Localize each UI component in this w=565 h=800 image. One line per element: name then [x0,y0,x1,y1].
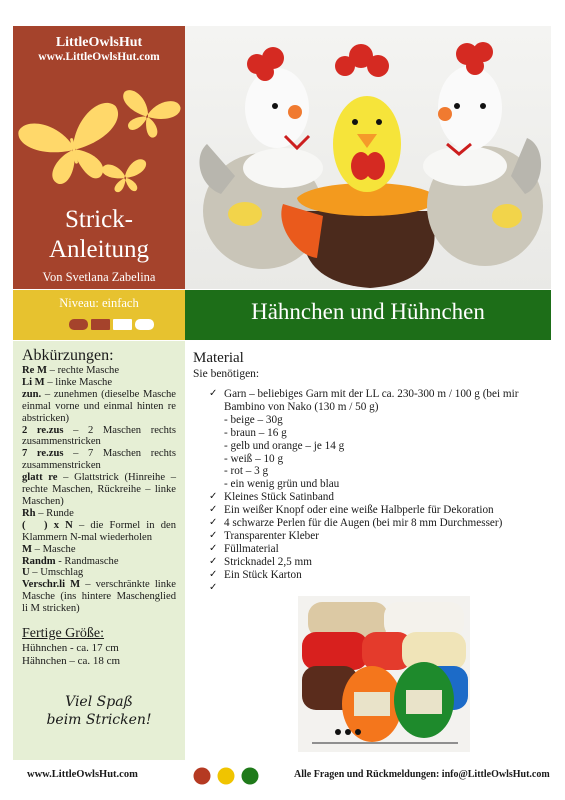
abbreviation-item [22,544,176,556]
title-line-2: Anleitung [49,236,149,263]
abbreviation-text: – 2 Maschen rechts zusammenstricken [22,424,176,448]
yarn-color-item: - rot – 3 g [224,465,269,478]
greeting-line-1: Viel Spaß [65,694,133,711]
abbreviation-item [22,579,176,615]
material-item [209,517,549,530]
level-icon-1 [69,319,88,330]
abbreviation-item [22,472,176,508]
material-text: Transparenter Kleber [224,529,319,542]
check-icon: ✓ [209,517,218,529]
check-icon: ✓ [209,504,218,516]
level-icon-3 [113,319,132,330]
level-label: Niveau: einfach [59,296,139,310]
abbreviation-item [22,556,176,568]
material-text: 4 schwarze Perlen für die Augen (bei mir 8 mm Durchmesser) [224,517,503,530]
abbreviation-text: – 7 Maschen rechts zusammenstricken [22,448,176,472]
abbreviation-item [22,508,176,520]
abbreviations-panel [13,341,185,760]
abbreviation-text: – zunehmen (dieselbe Masche einmal vorne und einmal hinten re abstricken) [22,388,176,424]
pattern-title: Hähnchen und Hühnchen [251,299,485,324]
material-yarn: Garn – beliebiges Garn mit der LL ca. 230-300 m / 100 g (bei mir Bambino von Nako (130 m / 50 g) [224,388,519,413]
abbreviation-term: 7 re.zus [22,448,64,460]
material-item [209,504,549,517]
abbreviation-text: – Umschlag [29,567,84,579]
greeting-line-2: beim Stricken! [46,712,152,729]
check-icon: ✓ [209,542,218,554]
brand-url[interactable]: www.LittleOwlsHut.com [38,51,160,63]
abbreviation-item [22,425,176,449]
title-panel [185,290,551,340]
material-item [209,543,549,556]
abbreviation-text: – Glattstrick (Hinreihe – rechte Maschen, Rückreihe – linke Maschen) [22,472,176,507]
abbreviation-term: 2 re.zus [22,424,64,436]
abbreviation-term: Randm [22,555,56,567]
abbreviations-heading: Abkürzungen: [22,347,114,364]
yarn-color-list [224,414,549,491]
material-item [209,582,549,595]
level-icon-4 [135,319,154,330]
check-icon: ✓ [209,568,218,580]
red-dot [194,768,211,785]
material-item [209,556,549,569]
check-icon: ✓ [209,555,218,567]
check-icon: ✓ [209,491,218,503]
butterfly-icon [13,64,185,209]
material-item [209,388,549,491]
material-item [209,569,549,582]
material-list [209,388,549,595]
difficulty-icons [69,318,159,331]
material-heading: Material [193,350,244,366]
yarn-color-item: - ein wenig grün und blau [224,478,340,491]
abbreviation-item [22,389,176,425]
material-text: Ein Stück Karton [224,568,302,581]
material-text: Stricknadel 2,5 mm [224,555,312,568]
abbreviation-item [22,520,176,544]
material-text: Füllmaterial [224,542,279,555]
abbreviation-item [22,377,176,389]
greeting [22,693,176,729]
abbreviation-term: Rh [22,507,36,519]
knitted-chickens-photo [185,26,551,289]
abbreviation-term: Verschr.li M [22,579,81,591]
title-line-1: Strick- [64,206,134,233]
yellow-dot [218,768,235,785]
abbreviation-term: Re M [22,365,47,376]
abbreviation-term: M [22,543,32,555]
yarn-photo [298,596,470,752]
check-icon: ✓ [209,581,218,593]
author: Von Svetlana Zabelina [42,270,156,284]
color-dots [192,766,264,786]
finished-size-rooster: Hähnchen – ca. 18 cm [22,654,121,667]
abbreviation-text: – linke Masche [44,376,113,388]
green-dot [242,768,259,785]
material-item [209,530,549,543]
yarn-color-item: - gelb und orange – je 14 g [224,439,345,452]
level-panel [13,290,185,340]
check-icon: ✓ [209,388,218,399]
yarn-color-item: - beige – 30g [224,413,283,426]
material-text: Ein weißer Knopf oder eine weiße Halbperle für Dekoration [224,504,494,517]
abbreviation-text: – rechte Masche [47,365,120,376]
brand-name: LittleOwlsHut [55,35,143,50]
abbreviation-text: – die Formel in den Klammern N-mal wiederholen [22,519,176,543]
abbreviation-text: - Randmasche [55,555,119,567]
yarn-color-item: - braun – 16 g [224,426,287,439]
abbreviation-item [22,448,176,472]
abbreviation-term: ( ) x N [22,519,73,531]
abbreviation-term: U [22,567,30,579]
abbreviation-term: Li M [22,376,45,388]
finished-size-hen: Hühnchen - ca. 17 cm [22,642,119,655]
abbreviation-text: – verschränkte linke Masche (ins hintere Maschenglied li M stricken) [22,579,176,615]
check-icon: ✓ [209,529,218,541]
material-subheading: Sie benötigen: [193,368,260,380]
abbreviation-term: glatt re [22,472,58,484]
abbreviation-item [22,567,176,579]
yarn-color-item: - weiß – 10 g [224,452,284,465]
abbreviation-term: zun. [22,388,42,400]
footer-contact[interactable]: Alle Fragen und Rückmeldungen: info@LittleOwlsHut.com [294,769,550,780]
material-text: Kleines Stück Satinband [224,491,334,504]
material-item [209,491,549,504]
footer-website-link[interactable]: www.LittleOwlsHut.com [27,769,138,780]
abbreviation-text: – Runde [35,507,74,519]
abbreviation-text: – Masche [32,543,76,555]
brand-panel [13,26,185,289]
abbreviations-list [22,365,176,615]
level-icon-2 [91,319,110,330]
finished-size-heading: Fertige Größe: [22,626,105,642]
abbreviation-item [22,365,176,377]
